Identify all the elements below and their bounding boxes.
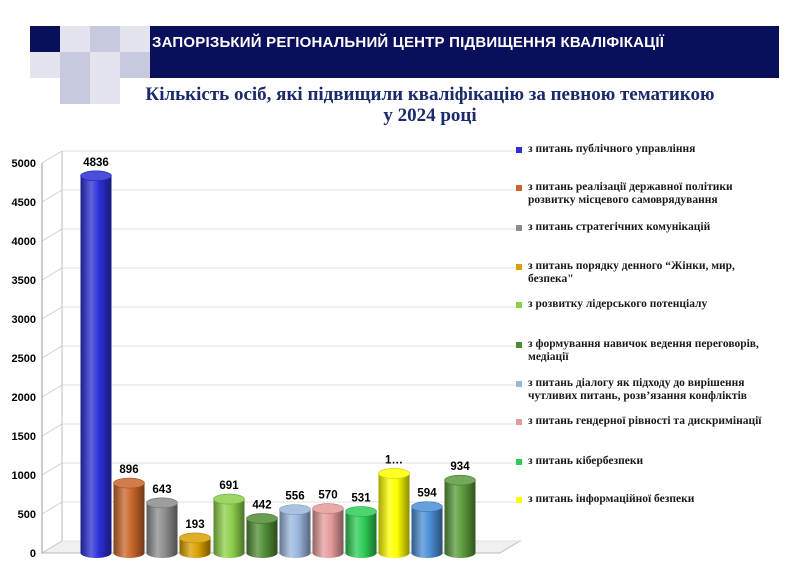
gridline bbox=[42, 229, 62, 241]
data-label: 570 bbox=[318, 489, 338, 502]
bar-top bbox=[412, 502, 443, 512]
data-label: 594 bbox=[417, 487, 437, 500]
gridline bbox=[42, 502, 62, 514]
bar bbox=[81, 176, 112, 558]
legend-swatch bbox=[516, 302, 522, 308]
y-tick-label: 4000 bbox=[11, 236, 36, 248]
chart-title-line: Кількість осіб, які підвищили кваліфікацію за певною тематикою bbox=[145, 84, 715, 105]
bar-top bbox=[313, 504, 344, 514]
data-label: 442 bbox=[252, 499, 272, 512]
header-title: ЗАПОРІЗЬКИЙ РЕГІОНАЛЬНИЙ ЦЕНТР ПІДВИЩЕННЯ КВАЛІФІКАЦІЇ bbox=[152, 34, 665, 51]
chart-title-line: у 2024 році bbox=[383, 105, 477, 126]
bar-top bbox=[180, 533, 211, 543]
y-tick-label: 500 bbox=[17, 509, 36, 521]
bar bbox=[412, 507, 443, 558]
data-label: 691 bbox=[219, 480, 239, 493]
y-tick-label: 2500 bbox=[11, 353, 36, 365]
bar bbox=[147, 503, 178, 558]
y-tick-label: 1000 bbox=[11, 470, 36, 482]
y-tick-label: 0 bbox=[29, 548, 36, 560]
legend-label: з питань порядку денного “Жінки, мир, безпека" bbox=[528, 260, 735, 285]
legend-swatch bbox=[516, 419, 522, 425]
gridline bbox=[42, 307, 62, 319]
bar-top bbox=[445, 475, 476, 485]
data-label: 531 bbox=[351, 492, 371, 505]
data-label: 4836 bbox=[83, 156, 109, 169]
bar bbox=[346, 512, 377, 558]
legend-swatch bbox=[516, 381, 522, 387]
bar bbox=[280, 510, 311, 558]
legend-label: з питань реалізації державної політики розвитку місцевого самоврядування bbox=[528, 181, 733, 206]
legend-swatch bbox=[516, 459, 522, 465]
y-tick-label: 1500 bbox=[11, 431, 36, 443]
data-label: 1… bbox=[385, 454, 403, 467]
legend-swatch bbox=[516, 497, 522, 503]
gridline bbox=[42, 385, 62, 397]
gridline bbox=[42, 346, 62, 358]
bar bbox=[313, 509, 344, 558]
legend-label: з питань інформаційної безпеки bbox=[528, 493, 695, 505]
gridline bbox=[42, 190, 62, 202]
y-tick-label: 4500 bbox=[11, 197, 36, 209]
y-tick-label: 3000 bbox=[11, 314, 36, 326]
gridline bbox=[42, 424, 62, 436]
bar bbox=[114, 483, 145, 558]
legend-swatch bbox=[516, 342, 522, 348]
bar bbox=[379, 473, 410, 558]
bar-top bbox=[81, 171, 112, 181]
y-tick-label: 5000 bbox=[11, 158, 36, 170]
bar-top bbox=[379, 468, 410, 478]
legend-swatch bbox=[516, 147, 522, 153]
bar-top bbox=[280, 505, 311, 515]
legend-swatch bbox=[516, 225, 522, 231]
gridline bbox=[42, 463, 62, 475]
data-label: 193 bbox=[185, 518, 205, 531]
legend-label: з питань стратегічних комунікацій bbox=[528, 221, 711, 233]
legend-label: з питань гендерної рівності та дискримінації bbox=[528, 415, 762, 427]
data-label: 556 bbox=[285, 490, 305, 503]
y-tick-label: 2000 bbox=[11, 392, 36, 404]
bar-top bbox=[147, 498, 178, 508]
bar bbox=[214, 499, 245, 558]
data-label: 643 bbox=[152, 483, 172, 496]
bar-top bbox=[114, 478, 145, 488]
bar-top bbox=[247, 514, 278, 524]
bar-top bbox=[214, 494, 245, 504]
legend-swatch bbox=[516, 264, 522, 270]
bar bbox=[247, 519, 278, 558]
legend-label: з питань кібербезпеки bbox=[528, 455, 644, 467]
y-tick-label: 3500 bbox=[11, 275, 36, 287]
bar bbox=[445, 480, 476, 558]
legend-label: з розвитку лідерського потенціалу bbox=[528, 298, 708, 310]
data-label: 896 bbox=[119, 464, 139, 477]
gridline bbox=[42, 151, 62, 163]
gridline bbox=[42, 268, 62, 280]
data-label: 934 bbox=[450, 461, 470, 474]
legend-label: з питань публічного управління bbox=[528, 143, 696, 155]
legend-label: з формування навичок ведення переговорів, медіації bbox=[528, 338, 759, 363]
legend-label: з питань діалогу як підходу до вирішення чутливих питань, розв’язання конфліктів bbox=[528, 377, 747, 402]
bar-top bbox=[346, 507, 377, 517]
legend-swatch bbox=[516, 185, 522, 191]
